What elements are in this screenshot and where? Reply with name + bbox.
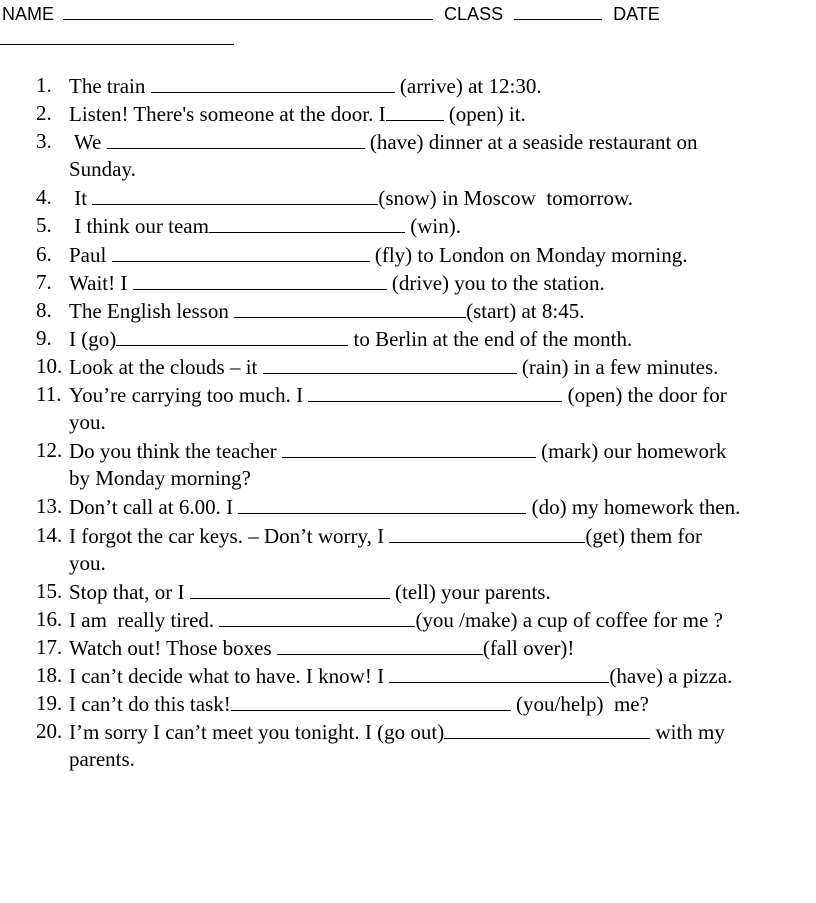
- question-item: [0, 717, 816, 773]
- question-text-before: It: [69, 186, 93, 211]
- question-line: [0, 99, 816, 127]
- question-text-before: I think our team: [69, 214, 209, 239]
- answer-blank[interactable]: [263, 352, 517, 374]
- name-blank[interactable]: [63, 2, 433, 20]
- question-text: [69, 521, 702, 550]
- question-text-before: Don’t call at 6.00. I: [69, 495, 239, 520]
- question-text: [69, 268, 605, 297]
- answer-blank[interactable]: [209, 211, 405, 233]
- question-text-before: Listen! There's someone at the door. I: [69, 102, 386, 127]
- answer-blank[interactable]: [151, 71, 395, 93]
- question-line: [0, 492, 816, 520]
- question-number: 1.: [36, 73, 52, 97]
- question-item: [0, 71, 816, 99]
- question-text-after: (have) a pizza.: [609, 663, 733, 688]
- question-line: [0, 211, 816, 239]
- question-number: 15.: [36, 578, 63, 603]
- question-text: [69, 577, 551, 606]
- question-line: [0, 521, 816, 549]
- question-item: [0, 492, 816, 520]
- question-number: 10.: [36, 353, 63, 378]
- question-text: [69, 717, 725, 746]
- question-line: [0, 745, 816, 773]
- question-text-after: (fall over)!: [482, 635, 575, 660]
- question-text-before: I can’t do this task!: [69, 692, 231, 717]
- question-line: [0, 71, 816, 99]
- question-text-before: I forgot the car keys. – Don’t worry, I: [69, 523, 390, 548]
- question-text-after: (open) it.: [443, 102, 526, 127]
- question-item: [0, 99, 816, 127]
- question-text-before: by Monday morning?: [69, 466, 251, 491]
- question-item: [0, 633, 816, 661]
- question-text-after: (snow) in Moscow tomorrow.: [378, 186, 634, 211]
- question-item: [0, 689, 816, 717]
- question-number: 2.: [36, 101, 52, 126]
- question-text: [69, 464, 251, 492]
- question-text: [69, 549, 106, 577]
- question-text-after: (do) my homework then.: [526, 495, 741, 520]
- date-blank[interactable]: [0, 44, 234, 45]
- question-text-before: you.: [69, 550, 106, 575]
- date-label: DATE: [613, 4, 660, 24]
- answer-blank[interactable]: [444, 717, 650, 739]
- question-text-before: Stop that, or I: [69, 579, 190, 604]
- question-item: [0, 380, 816, 436]
- answer-blank[interactable]: [231, 689, 511, 711]
- question-text: [69, 71, 542, 100]
- question-text: [69, 605, 723, 634]
- answer-blank[interactable]: [389, 661, 609, 683]
- question-text-before: I’m sorry I can’t meet you tonight. I (go out): [69, 720, 445, 745]
- question-text-after: (start) at 8:45.: [466, 298, 585, 323]
- question-text: [69, 183, 633, 212]
- question-text: [69, 436, 727, 465]
- question-text-after: (you/help) me?: [510, 692, 649, 717]
- question-item: [0, 127, 816, 183]
- question-text: [69, 380, 727, 409]
- question-line: [0, 127, 816, 155]
- question-number: 16.: [36, 606, 63, 631]
- question-text-after: (drive) you to the station.: [386, 270, 605, 295]
- question-text-after: (have) dinner at a seaside restaurant on: [364, 130, 698, 155]
- question-line: [0, 380, 816, 408]
- question-number: 11.: [36, 382, 62, 407]
- question-text: [69, 127, 698, 156]
- question-text-before: Wait! I: [69, 270, 133, 295]
- question-line: [0, 408, 816, 436]
- question-line: [0, 324, 816, 352]
- answer-blank[interactable]: [116, 324, 348, 346]
- question-line: [0, 549, 816, 577]
- question-line: [0, 240, 816, 268]
- question-text-after: (fly) to London on Monday morning.: [369, 242, 688, 267]
- question-item: [0, 324, 816, 352]
- question-number: 18.: [36, 662, 63, 687]
- question-text-before: Paul: [69, 242, 112, 267]
- question-text: [69, 155, 136, 183]
- question-text-after: (get) them for: [585, 523, 702, 548]
- question-item: [0, 661, 816, 689]
- question-text-after: (open) the door for: [562, 383, 727, 408]
- question-number: 4.: [36, 185, 52, 210]
- question-text: [69, 492, 740, 521]
- question-line: [0, 464, 816, 492]
- question-text: [69, 745, 135, 773]
- question-text: [69, 661, 732, 690]
- question-item: [0, 183, 816, 211]
- question-number: 14.: [36, 522, 63, 547]
- question-line: [0, 577, 816, 605]
- question-line: [0, 183, 816, 211]
- question-text-before: I (go): [69, 326, 117, 351]
- question-number: 3.: [36, 129, 52, 154]
- question-line: [0, 155, 816, 183]
- question-text-after: (rain) in a few minutes.: [516, 354, 719, 379]
- question-line: [0, 436, 816, 464]
- question-number: 19.: [36, 691, 63, 716]
- question-text-before: parents.: [69, 747, 135, 772]
- answer-blank[interactable]: [133, 268, 387, 290]
- question-text: [69, 296, 584, 325]
- question-line: [0, 268, 816, 296]
- answer-blank[interactable]: [234, 296, 466, 318]
- question-text-before: Look at the clouds – it: [69, 354, 263, 379]
- question-text-before: I am really tired.: [69, 607, 220, 632]
- question-line: [0, 605, 816, 633]
- question-line: [0, 689, 816, 717]
- question-item: [0, 268, 816, 296]
- question-text-before: Do you think the teacher: [69, 439, 282, 464]
- answer-blank[interactable]: [277, 633, 483, 655]
- question-number: 17.: [36, 634, 63, 659]
- question-line: [0, 352, 816, 380]
- answer-blank[interactable]: [386, 99, 444, 121]
- question-text-before: We: [69, 130, 107, 155]
- question-number: 12.: [36, 438, 63, 463]
- class-label: CLASS: [444, 4, 504, 24]
- question-item: [0, 211, 816, 239]
- question-number: 20.: [36, 719, 63, 744]
- question-line: [0, 661, 816, 689]
- question-item: [0, 240, 816, 268]
- answer-blank[interactable]: [282, 436, 536, 458]
- answer-blank[interactable]: [92, 183, 378, 205]
- question-number: 8.: [36, 297, 52, 322]
- answer-blank[interactable]: [219, 605, 415, 627]
- question-text-after: (mark) our homework: [535, 439, 727, 464]
- question-text-before: Sunday.: [69, 157, 136, 182]
- question-text: [69, 352, 718, 381]
- answer-blank[interactable]: [190, 577, 390, 599]
- question-text: [69, 408, 106, 436]
- question-text-after: with my: [650, 720, 725, 745]
- question-item: [0, 605, 816, 633]
- question-text: [69, 99, 526, 128]
- question-item: [0, 577, 816, 605]
- question-text-before: Watch out! Those boxes: [69, 635, 277, 660]
- question-number: 5.: [36, 213, 52, 238]
- question-number: 7.: [36, 269, 52, 294]
- question-text: [69, 689, 649, 718]
- question-line: [0, 717, 816, 745]
- question-item: [0, 436, 816, 492]
- answer-blank[interactable]: [107, 127, 365, 149]
- answer-blank[interactable]: [112, 240, 370, 262]
- answer-blank[interactable]: [308, 380, 562, 402]
- question-text: [69, 633, 574, 662]
- question-item: [0, 352, 816, 380]
- question-text: [69, 324, 632, 353]
- question-number: 9.: [36, 325, 52, 350]
- question-item: [0, 521, 816, 577]
- question-line: [0, 633, 816, 661]
- question-line: [0, 296, 816, 324]
- question-text-after: (win).: [404, 214, 461, 239]
- question-text-before: I can’t decide what to have. I know! I: [69, 663, 390, 688]
- class-blank[interactable]: [514, 2, 602, 20]
- question-item: [0, 296, 816, 324]
- question-text: [69, 211, 461, 240]
- answer-blank[interactable]: [238, 492, 526, 514]
- question-text-before: You’re carrying too much. I: [69, 383, 309, 408]
- answer-blank[interactable]: [389, 521, 585, 543]
- question-text-after: to Berlin at the end of the month.: [348, 326, 633, 351]
- question-number: 13.: [36, 494, 63, 519]
- question-list: [0, 71, 816, 773]
- question-text-after: (arrive) at 12:30.: [394, 74, 542, 98]
- question-text-before: The English lesson: [69, 298, 235, 323]
- name-label: NAME: [2, 4, 55, 24]
- question-number: 6.: [36, 241, 52, 266]
- question-text-after: (you /make) a cup of coffee for me ?: [415, 607, 723, 632]
- header-fields: [2, 2, 660, 25]
- question-text-after: (tell) your parents.: [389, 579, 551, 604]
- question-text: [69, 240, 687, 269]
- question-text-before: you.: [69, 410, 106, 435]
- question-text-before: The train: [69, 74, 151, 98]
